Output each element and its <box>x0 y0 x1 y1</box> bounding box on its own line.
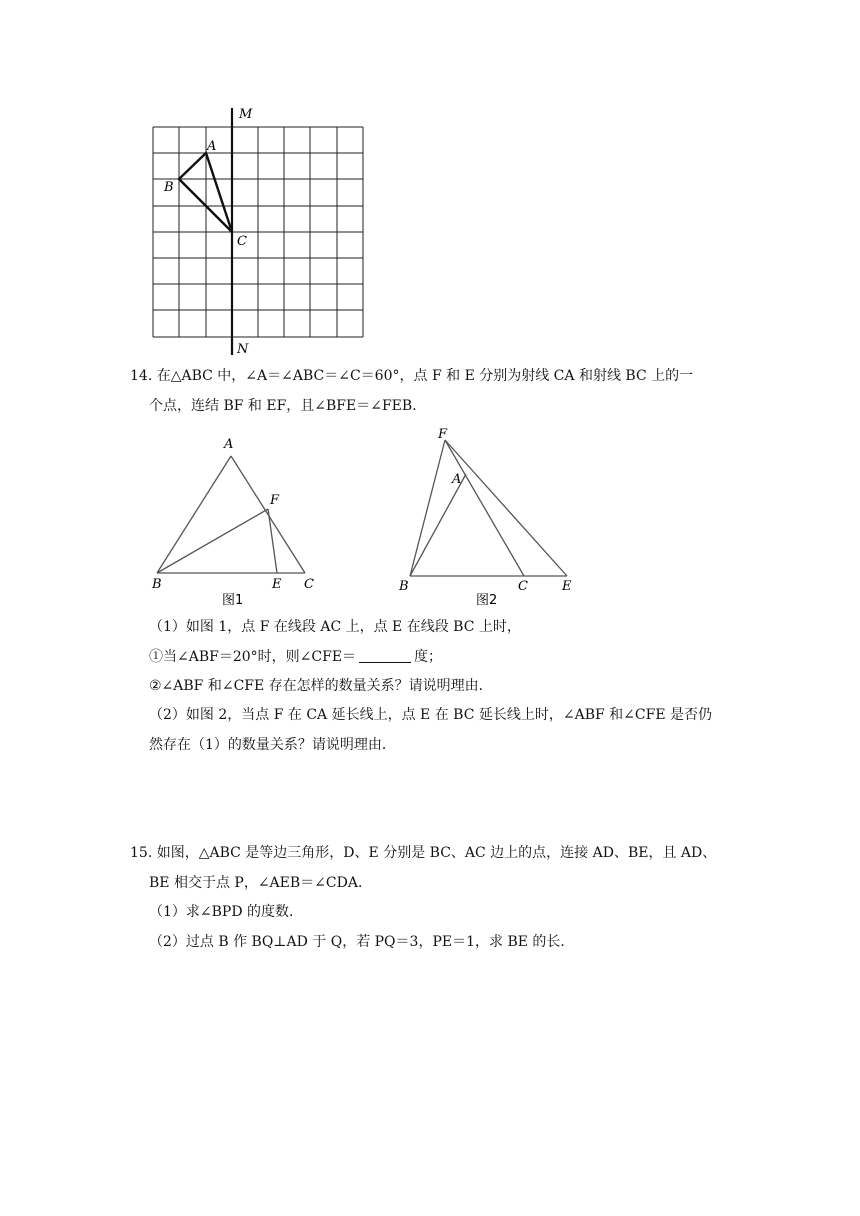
label-a: A <box>207 139 217 154</box>
fig1-label-a: A <box>224 437 234 452</box>
fig1-label-f: F <box>270 493 280 508</box>
q15-part1: （1）求∠BPD 的度数． <box>149 904 304 920</box>
answer-blank[interactable] <box>359 648 411 663</box>
label-n: N <box>237 342 249 357</box>
q14-part1: （1）如图 1，点 F 在线段 AC 上，点 E 在线段 BC 上时， <box>149 619 521 635</box>
q15-line1: 15. 如图，△ABC 是等边三角形，D、E 分别是 BC、AC 边上的点，连接 AD、BE，且 AD、 <box>130 845 717 861</box>
fig2-label-f: F <box>438 427 448 442</box>
grid-lines <box>153 127 363 337</box>
fig1-caption: 图1 <box>222 593 244 608</box>
q14-part1b: ②∠ABF 和∠CFE 存在怎样的数量关系？请说明理由． <box>149 678 493 694</box>
figure-2 <box>390 420 590 610</box>
label-c: C <box>237 234 247 249</box>
figure-1 <box>145 428 335 608</box>
q15-part2: （2）过点 B 作 BQ⊥AD 于 Q，若 PQ＝3，PE＝1，求 BE 的长． <box>149 934 575 950</box>
fig2-caption: 图2 <box>476 593 498 608</box>
q14-part1a-text: ①当∠ABF＝20°时，则∠CFE＝ <box>149 649 357 665</box>
label-b: B <box>164 180 174 195</box>
q14-part1a <box>149 647 442 667</box>
q15-line2: BE 相交于点 P，∠AEB＝∠CDA． <box>149 875 372 891</box>
fig2-label-a: A <box>452 472 462 487</box>
q14-line2: 个点，连结 BF 和 EF，且∠BFE＝∠FEB． <box>149 398 427 414</box>
q14-line1: 14. 在△ABC 中，∠A＝∠ABC＝∠C＝60°，点 F 和 E 分别为射线 CA 和射线 BC 上的一 <box>130 368 694 384</box>
fig1-label-e: E <box>272 577 282 592</box>
q14-part1a-unit: 度； <box>414 649 443 665</box>
fig2-label-c: C <box>518 579 528 594</box>
fig1-label-c: C <box>304 577 314 592</box>
fig2-label-e: E <box>562 579 572 594</box>
q14-part2-line2: 然存在（1）的数量关系？请说明理由． <box>149 737 396 753</box>
fig2-label-b: B <box>399 579 409 594</box>
grid-figure <box>140 100 380 360</box>
label-m: M <box>239 107 253 122</box>
q14-part2-line1: （2）如图 2，当点 F 在 CA 延长线上，点 E 在 BC 延长线上时，∠ABF 和∠CFE 是否仍 <box>149 707 712 723</box>
fig1-label-b: B <box>152 577 162 592</box>
